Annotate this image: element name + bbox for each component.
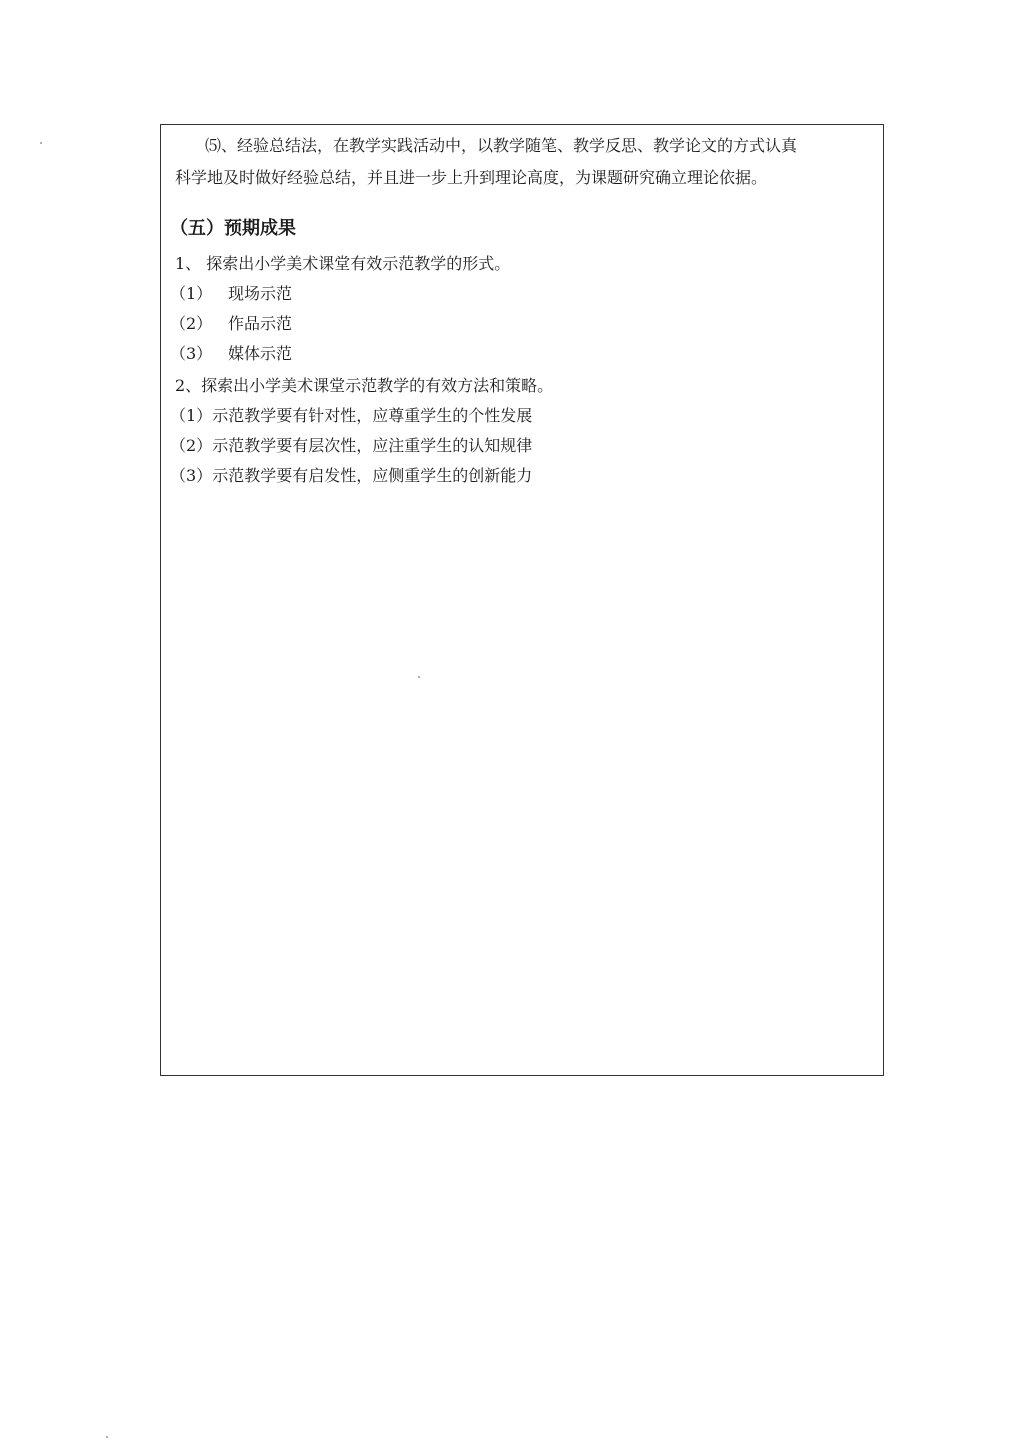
scan-speck (40, 142, 42, 144)
strategy-item-text: 示范教学要有启发性，应侧重学生的创新能力 (212, 466, 533, 485)
strategy-item-text: 示范教学要有层次性，应注重学生的认知规律 (212, 436, 533, 455)
result-point-2: 2、探索出小学美术课堂示范教学的有效方法和策略。 (175, 376, 554, 395)
form-item-text: 作品示范 (228, 314, 293, 333)
form-item-number: （2） (170, 314, 213, 333)
method-5-line-2: 科学地及时做好经验总结，并且进一步上升到理论高度，为课题研究确立理论依据。 (175, 168, 768, 187)
method-5-line-1: ⑸、经验总结法，在教学实践活动中，以教学随笔、教学反思、教学论文的方式认真 (205, 136, 798, 155)
form-item-text: 现场示范 (228, 284, 293, 303)
scan-speck (106, 1436, 108, 1438)
section-heading-expected-results: （五）预期成果 (170, 218, 296, 239)
strategy-item-2 (170, 436, 532, 456)
form-item-number: （3） (170, 344, 213, 363)
form-item-3 (170, 344, 292, 364)
strategy-item-number: （2） (170, 436, 213, 455)
strategy-item-3 (170, 466, 532, 486)
strategy-item-number: （3） (170, 466, 213, 485)
form-item-1 (170, 284, 292, 304)
result-point-1: 1、 探索出小学美术课堂有效示范教学的形式。 (175, 254, 511, 273)
form-item-2 (170, 314, 292, 334)
form-item-text: 媒体示范 (228, 344, 293, 363)
strategy-item-number: （1） (170, 406, 213, 425)
strategy-item-1 (170, 406, 532, 426)
scan-speck (418, 676, 420, 678)
form-item-number: （1） (170, 284, 213, 303)
strategy-item-text: 示范教学要有针对性，应尊重学生的个性发展 (212, 406, 533, 425)
